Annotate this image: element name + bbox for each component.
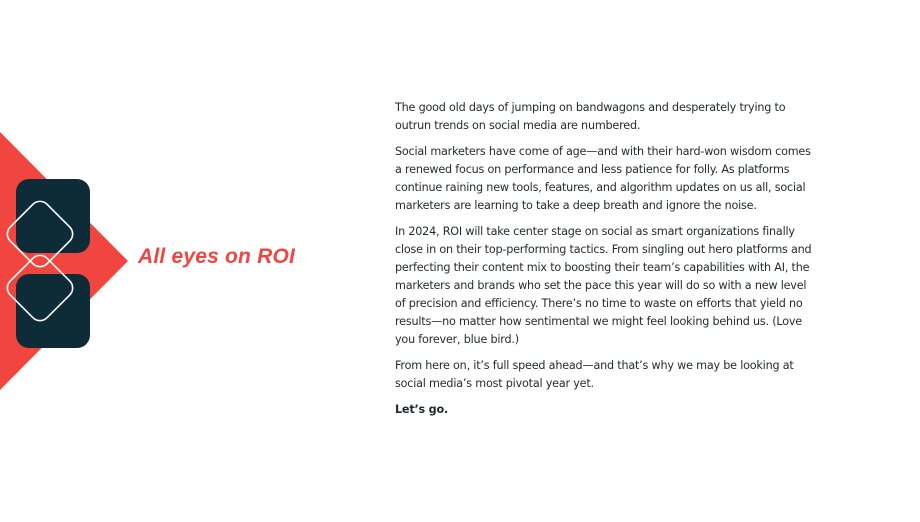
closing-line: Let’s go. (395, 403, 449, 416)
paragraph-roi-2024: In 2024, ROI will take center stage on social as smart organizations finally close in on their top-performing tactics. From singling out hero platforms and perfecting their content mix to boosting their team’s capabilities with AI, the marketers and brands who set the pace this year will do so with a new level of precision and efficiency. There’s no time to waste on efforts that yield no results—no matter how sentimental we might feel looking behind us. (Love you forever, blue bird.) (395, 225, 812, 346)
decorative-graphic (0, 0, 140, 522)
paragraph-coming-of-age: Social marketers have come of age—and with their hard-won wisdom comes a renewed focus on performance and less patience for folly. As platforms continue raining new tools, features, and algorithm updates on us all, social marketers are learning to take a deep breath and ignore the noise. (395, 145, 811, 212)
dark-block-top (16, 179, 90, 253)
paragraph-full-speed: From here on, it’s full speed ahead—and that’s why we may be looking at social media’s most pivotal year yet. (395, 359, 794, 390)
section-title: All eyes on ROI (138, 245, 296, 268)
article-body (395, 99, 813, 427)
paragraph-intro: The good old days of jumping on bandwagons and desperately trying to outrun trends on social media are numbered. (395, 101, 786, 132)
coral-arrow-shape (0, 132, 128, 390)
